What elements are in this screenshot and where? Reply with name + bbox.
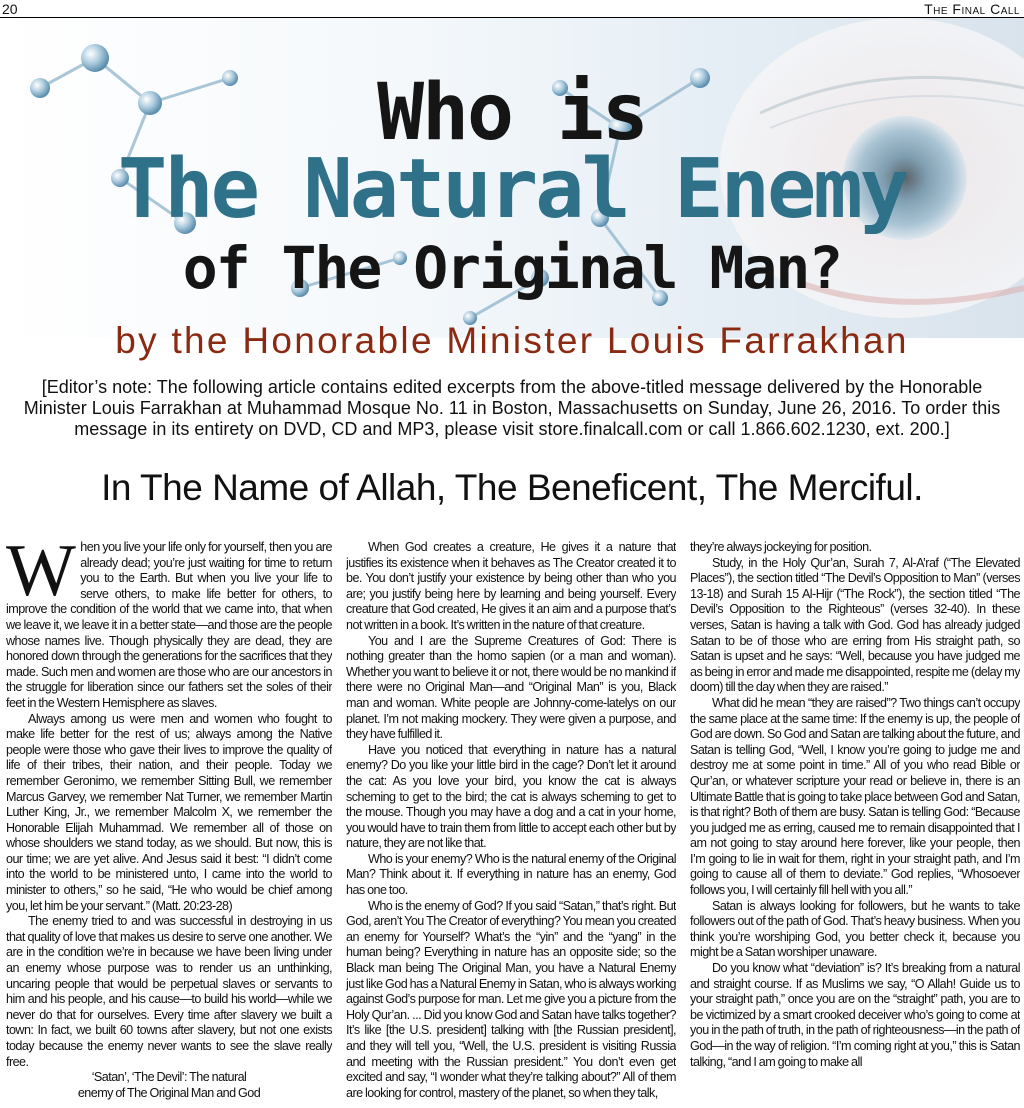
article-paragraph: What did he mean “they are raised”? Two things can’t occupy the same place at the same time: If the enemy is up, the people of God are down. So God and Satan are talking about the future, and Satan is telling God, “Well, I know you’re going to judge me and destroy me at some point in time.” All of you who read Bible or Qur’an, or whatever scripture your read or believe in, there is an Ultimate Battle that is going to take place between God and Satan, is that right? Both of them are busy. Satan is telling God: “Because you judged me as erring, caused me to remain disappointed that I am not going to stay around here forever, like your people, then I’m going to lie in wait for them, right in your straight path, and I’m going to cause all of them to deviate.” God replies, “Whosoever follows you, I will certainly fill hell with you all.”	[690, 695, 1020, 898]
editor-note: [Editor’s note: The following article contains edited excerpts from the above-titled message delivered by the Honorable Minister Louis Farrakhan at Muhammad Mosque No. 11 in Boston, Massachusetts on Sunday, June 26, 2016. To order this message in its entirety on DVD, CD and MP3, please visit store.finalcall.com or call 1.866.602.1230, ext. 200.]	[23, 377, 1001, 439]
article-paragraph: When God creates a creature, He gives it a nature that justifies its existence when it behaves as The Creator created it to be. You don’t justify your existence by being other than who you are; you justify being here by learning and being yourself. Every creature that God created, He gives it an aim and a purpose that’s not written in a book. It’s written in the nature of that creature.	[346, 540, 676, 632]
article-paragraph: Who is the enemy of God? If you said “Satan,” that’s right. But God, aren’t You The Creator of everything? You mean you created an enemy for Yourself? What’s the “yin” and the “yang” in the human being? Everything in nature has an opposite side; so the Black man being The Original Man, you have a Natural Enemy just like God has a Natural Enemy in Satan, who is always working against God’s purpose for man. Let me give you a picture from the Holy Qur’an. ... Did you know God and Satan have talks together? It’s like [the U.S. president] talking with [the Russian president], and they will tell you, “Well, the U.S. president is visiting Russia and meeting with the Russian president.” You don’t even get excited and say, “I wonder what they’re talking about?” All of them are looking for control, mastery of the planet, so when they talk,	[346, 898, 676, 1100]
article-paragraph: Have you noticed that everything in nature has a natural enemy? Do you like your little bird in the cage? Don’t let it around the cat: As you love your bird, you know the cat is always scheming to get to the bird; the cat is always scheming to get to the mouse. Though you may have a dog and a cat in your home, you would have to train them from little to accept each other but by nature, they are not like that.	[346, 742, 676, 851]
article-paragraph: Who is your enemy? Who is the natural enemy of the Original Man? Think about it. If everything in nature has an enemy, God has one too.	[346, 851, 676, 898]
title-line-1: Who is	[377, 68, 647, 158]
publication-name: The Final Call	[924, 1, 1020, 17]
article-paragraph: Study, in the Holy Qur’an, Surah 7, Al-A’raf (“The Elevated Places”), the section titled “The Devil’s Opposition to Man” (verses 13-18) and Surah 15 Al-Hijr (“The Rock”), the section titled “The Devil’s Opposition to the Righteous” (verses 32-40). In these verses, Satan is having a talk with God. God has already judged Satan to be of those who are erring from His straight path, so Satan is upset and he says: “Well, because you have judged me as being in error and made me disappointed, respite me (delay my doom) till the day when they are raised.”	[690, 555, 1020, 695]
article-column-1	[6, 540, 332, 1105]
title-line-3: of The Original Man?	[182, 234, 842, 302]
page-number: 20	[2, 1, 18, 17]
section-subhead-line-2: enemy of The Original Man and God	[77, 1085, 261, 1100]
drop-cap: W	[6, 540, 76, 612]
article-column-2	[346, 540, 676, 1105]
article-paragraph: The enemy tried to and was successful in destroying in us that quality of love that makes us desire to serve one another. We are in the condition we’re in because we have been living under an enemy whose purpose was to render us an unthinking, uncaring people that would be perpetual slaves or servants to him and his people, and his cause—to build his world—while we never do that for ourselves. Every time after slavery we built a town: In fact, we built 60 towns after slavery, but not one exists today because the enemy never wants to see the slave really free.	[6, 914, 332, 1069]
invocation-heading: In The Name of Allah, The Beneficent, The Merciful.	[101, 467, 923, 508]
section-subhead-line-1: ‘Satan’, ‘The Devil’: The natural	[91, 1070, 247, 1085]
page-header	[0, 0, 1024, 18]
hero-banner	[0, 18, 1024, 338]
article-column-3	[690, 540, 1020, 1105]
article-paragraph: Always among us were men and women who fought to make life better for the rest of us; always among the Native people were those who gave their lives to improve the quality of life of their tribes, their nation, and their people. Today we remember Geronimo, we remember Sitting Bull, we remember Marcus Garvey, we remember Nat Turner, we remember Martin Luther King, Jr., we remember Malcolm X, we remember the Honorable Elijah Muhammad. We remember all of those on whose shoulders we stand today, as we should. But now, this is our time; we are yet alive. And Jesus said it best: “I didn’t come into the world to be ministered unto, I came into the world to minister to others,” so he said, “He who would be chief among you, let him be your servant.” (Matt. 20:23-28)	[6, 711, 332, 913]
title-line-2: The Natural Enemy	[117, 142, 907, 237]
byline: by the Honorable Minister Louis Farrakhan	[115, 320, 909, 361]
article-paragraph: You and I are the Supreme Creatures of God: There is nothing greater than the homo sapien (or a man and woman). Whether you want to believe it or not, there would be no mankind if there were no Original Man—and “Original Man” is you, Black man and woman. White people are Johnny-come-latelys on our planet. I’m not making mockery. They were given a purpose, and they have fulfilled it.	[346, 633, 676, 742]
article-paragraph: Satan is always looking for followers, but he wants to take followers out of the path of God. That’s heavy business. When you think you’re worshiping God, you better check it, because you might be a Satan worshiper unaware.	[690, 898, 1020, 960]
article-paragraph	[6, 540, 332, 712]
paragraph-text: hen you live your life only for yourself, then you are already dead; you’re just waiting for time to return you to the Earth. But when you live your life to serve others, to make life better for others, to improve the condition of the world that we came into, that when we leave it, we leave it in a better state—and those are the people whose names live. Though physically they are dead, they are honored down through the generations for the sacrifices that they made. Such men and women are those who are our ancestors in the struggle for liberation since our fathers set the soles of their feet in the Western Hemisphere as slaves.	[6, 540, 332, 710]
article-paragraph: they’re always jockeying for position.	[690, 540, 872, 554]
article-paragraph: Do you know what “deviation” is? It’s breaking from a natural and straight course. If as Muslims we say, “O Allah! Guide us to your straight path,” once you are on the “straight” path, you are to be victimized by a smart crooked deceiver who’s going to come at you in the path of truth, in the path of righteousness—in the path of God—in the way of religion. “I’m coming right at you,” this is Satan talking, “and I am going to make all	[690, 961, 1020, 1069]
